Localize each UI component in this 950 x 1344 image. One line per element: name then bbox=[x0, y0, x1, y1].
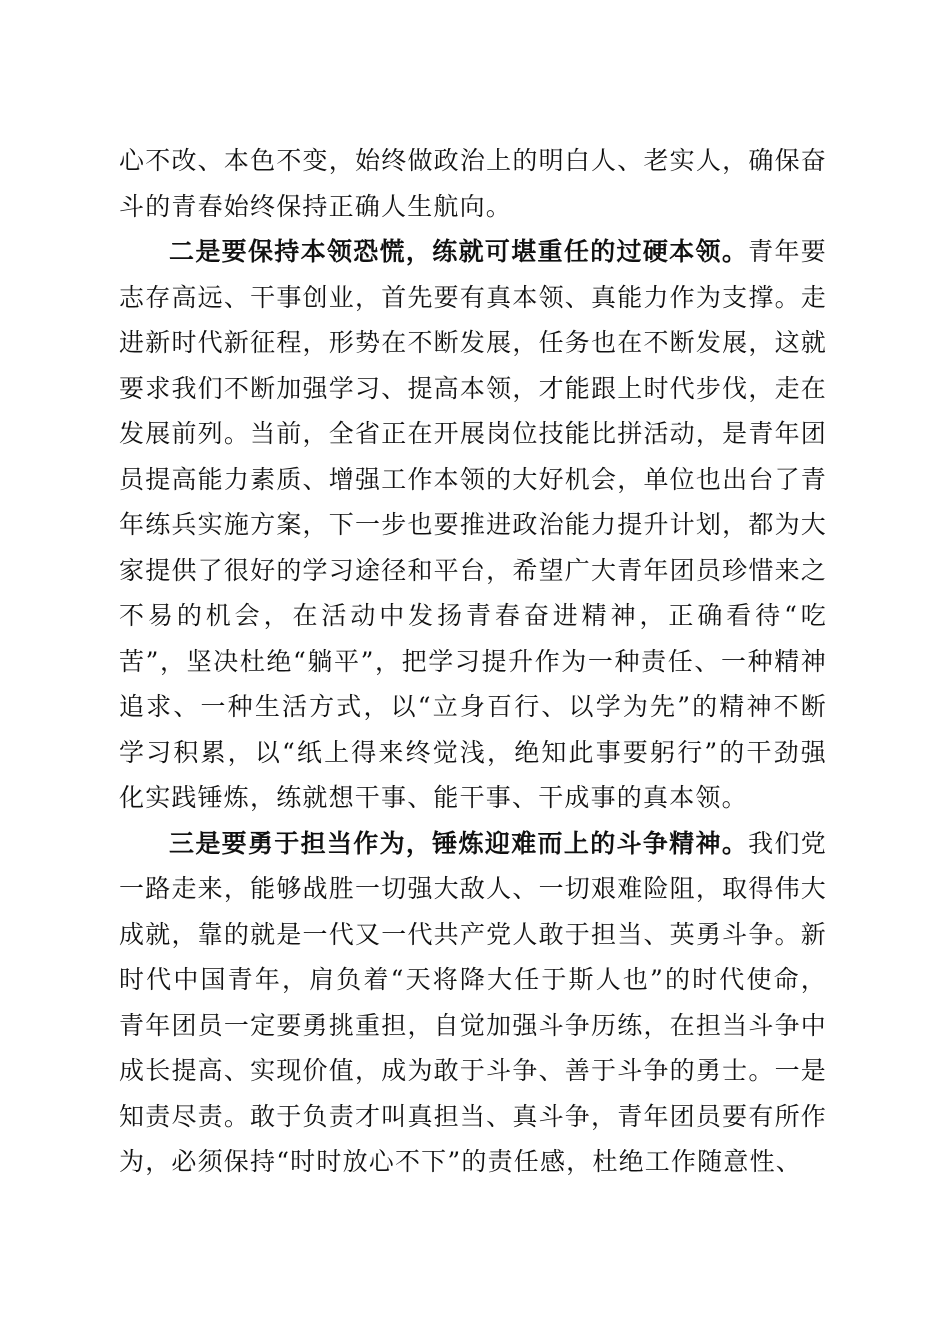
paragraph-second-point bbox=[119, 229, 827, 821]
paragraph-continued bbox=[119, 138, 827, 229]
paragraph-heading: 二是要保持本领恐慌，练就可堪重任的过硬本领。 bbox=[169, 237, 749, 266]
paragraph-text: 心不改、本色不变，始终做政治上的明白人、老实人，确保奋斗的青春始终保持正确人生航向。 bbox=[119, 146, 827, 221]
paragraph-text: 青年要志存高远、干事创业，首先要有真本领、真能力作为支撑。走进新时代新征程，形势在不断发展，任务也在不断发展，这就要求我们不断加强学习、提高本领，才能跟上时代步伐，走在发展前列。当前，全省正在开展岗位技能比拼活动，是青年团员提高能力素质、增强工作本领的大好机会，单位也出台了青年练兵实施方案，下一步也要推进政治能力提升计划，都为大家提供了很好的学习途径和平台，希望广大青年团员珍惜来之不易的机会，在活动中发扬青春奋进精神，正确看待“吃苦”，坚决杜绝“躺平”，把学习提升作为一种责任、一种精神追求、一种生活方式，以“立身百行、以学为先”的精神不断学习积累，以“纸上得来终觉浅，绝知此事要躬行”的干劲强化实践锤炼，练就想干事、能干事、干成事的真本领。 bbox=[119, 237, 827, 812]
paragraph-heading: 三是要勇于担当作为，锤炼迎难而上的斗争精神。 bbox=[169, 828, 749, 858]
document-page bbox=[119, 138, 827, 1185]
paragraph-third-point bbox=[119, 821, 827, 1185]
paragraph-text: 我们党一路走来，能够战胜一切强大敌人、一切艰难险阻，取得伟大成就，靠的就是一代又一代共产党人敢于担当、英勇斗争。新时代中国青年，肩负着“天将降大任于斯人也”的时代使命，青年团员一定要勇挑重担，自觉加强斗争历练，在担当斗争中成长提高、实现价值，成为敢于斗争、善于斗争的勇士。一是知责尽责。敢于负责才叫真担当、真斗争，青年团员要有所作为，必须保持“时时放心不下”的责任感，杜绝工作随意性、 bbox=[119, 828, 827, 1176]
